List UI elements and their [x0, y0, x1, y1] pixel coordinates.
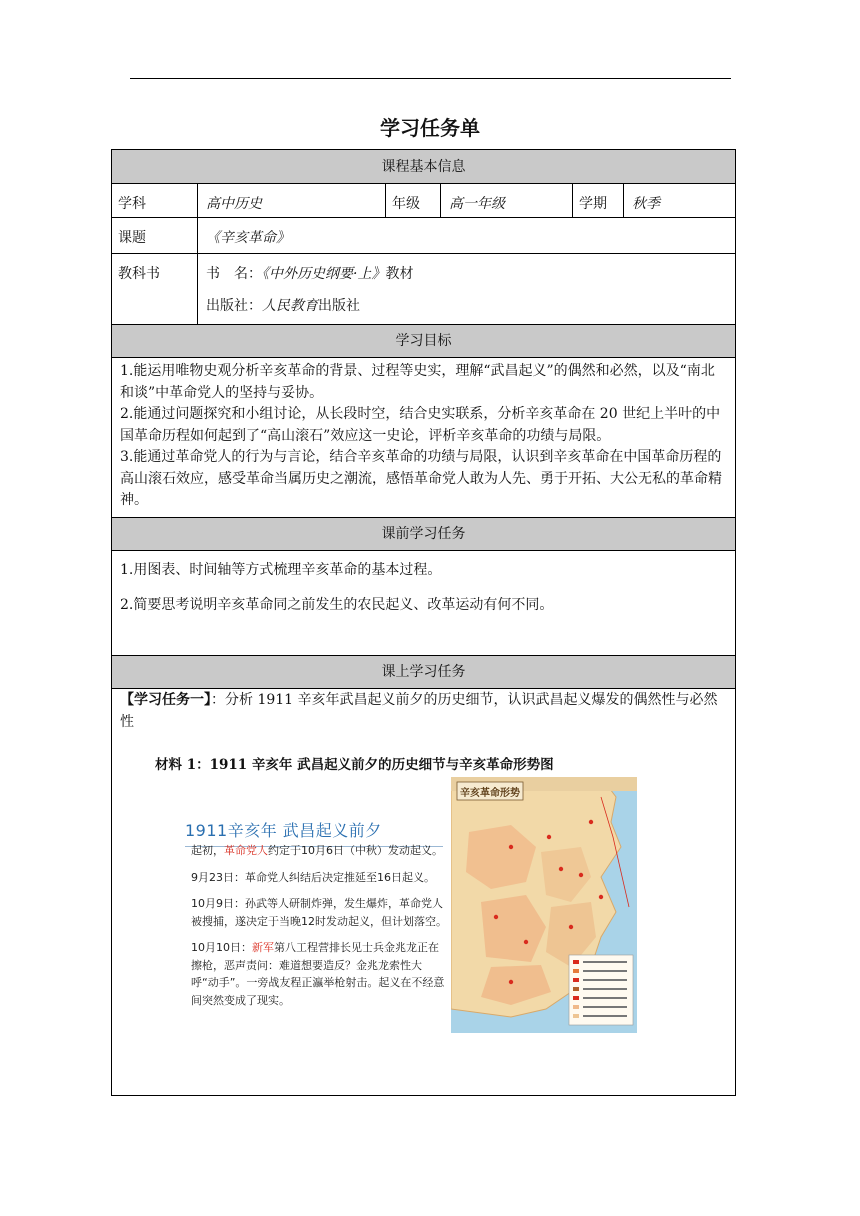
info-row-subject	[112, 184, 735, 218]
book-name-line	[206, 263, 735, 283]
section-pre-class	[112, 518, 735, 551]
info-row-topic	[112, 218, 735, 254]
image-para-2: 9月23日：革命党人纠结后决定推延至16日起义。	[191, 870, 435, 884]
goal-item: 2.能通过问题探究和小组讨论，从长段时空，结合史实联系，分析辛亥革命在 20 世纪上半叶的中国革命历程如何起到了“高山滚石”效应这一史论，评析辛亥革命的功绩与局限。	[120, 406, 721, 444]
topic-value: 《辛亥革命》	[206, 230, 290, 246]
goals-body	[112, 358, 735, 518]
topic-label: 课题	[112, 218, 198, 253]
material-title: 材料 1：1911 辛亥年 武昌起义前夕的历史细节与辛亥革命形势图	[155, 757, 554, 773]
section-title: 课前学习任务	[381, 526, 466, 542]
goal-item: 3.能通过革命党人的行为与言论，结合辛亥革命的功绩与局限，认识到辛亥革命在中国革命历程的高山滚石效应，感受革命当属历史之潮流，感悟革命党人敢为人先、勇于开拓、大公无私的革命精神。	[120, 449, 722, 508]
image-para-1	[191, 842, 447, 860]
publisher-line	[206, 295, 735, 315]
task-1-desc: ：分析 1911 辛亥年武昌起义前夕的历史细节，认识武昌起义爆发的偶然性与必然性	[120, 692, 718, 730]
image-body	[191, 838, 447, 1009]
subject-label: 学科	[112, 184, 198, 217]
task-1-label: 【学习任务一】	[120, 692, 211, 708]
term-value: 秋季	[632, 196, 660, 212]
section-in-class	[112, 656, 735, 689]
book-name: 《中外历史纲要·上》	[262, 266, 386, 282]
task-1-text	[112, 690, 735, 733]
image-heading: 1911辛亥年 武昌起义前夕	[185, 821, 382, 840]
grade-value: 高一年级	[441, 184, 573, 217]
section-basic-info	[112, 150, 735, 184]
book-suffix: 教材	[385, 266, 414, 282]
map-title: 辛亥革命形势	[460, 788, 520, 799]
image-text: 10月10日：	[191, 941, 252, 954]
goal-item: 1.能运用唯物史观分析辛亥革命的背景、过程等史实，理解“武昌起义”的偶然和必然，以及“南北和谈”中革命党人的坚持与妥协。	[120, 363, 715, 401]
header-rule	[130, 78, 731, 79]
info-row-textbook	[112, 254, 735, 325]
book-prefix: 书 名：	[206, 266, 262, 282]
revolution-map	[451, 777, 637, 1033]
image-para-3: 10月9日：孙武等人研制炸弹，发生爆炸，革命党人被搜捕，遂决定于当晚12时发动起义，但计划落空。	[191, 897, 447, 928]
textbook-value	[198, 254, 735, 324]
publisher-name: 人民教育	[262, 298, 318, 314]
section-title: 课程基本信息	[381, 159, 466, 175]
textbook-label: 教科书	[112, 254, 198, 324]
image-text-panel	[181, 776, 449, 1035]
image-text: 第八工程营排长见士兵金兆龙正在擦枪，恶声责问：难道想要造反？金兆龙索性大呼“动手”。一旁战友程正瀛举枪射击。起义在不经意间突然变成了现实。	[191, 941, 445, 1007]
image-text: 约定于10月6日（中秋）发动起义。	[268, 844, 443, 857]
grade-label: 年级	[386, 184, 441, 217]
image-text: 起初，	[191, 844, 224, 857]
material-image	[181, 776, 637, 1035]
pre-task-item: 1.用图表、时间轴等方式梳理辛亥革命的基本过程。	[120, 562, 442, 578]
publisher-suffix: 出版社	[318, 298, 360, 314]
subject-value: 高中历史	[198, 184, 386, 217]
section-title: 课上学习任务	[381, 664, 466, 680]
image-para-4	[191, 939, 447, 1009]
section-goals	[112, 325, 735, 358]
pre-task-item: 2.简要思考说明辛亥革命同之前发生的农民起义、改革运动有何不同。	[120, 596, 554, 613]
image-highlight: 新军	[252, 941, 274, 954]
image-highlight: 革命党人	[224, 844, 268, 857]
term-label: 学期	[573, 184, 624, 217]
section-title: 学习目标	[395, 333, 452, 349]
map-graphic	[451, 777, 637, 1033]
publisher-prefix: 出版社：	[206, 298, 262, 314]
pre-class-body	[112, 551, 735, 656]
page-title: 学习任务单	[380, 116, 480, 140]
